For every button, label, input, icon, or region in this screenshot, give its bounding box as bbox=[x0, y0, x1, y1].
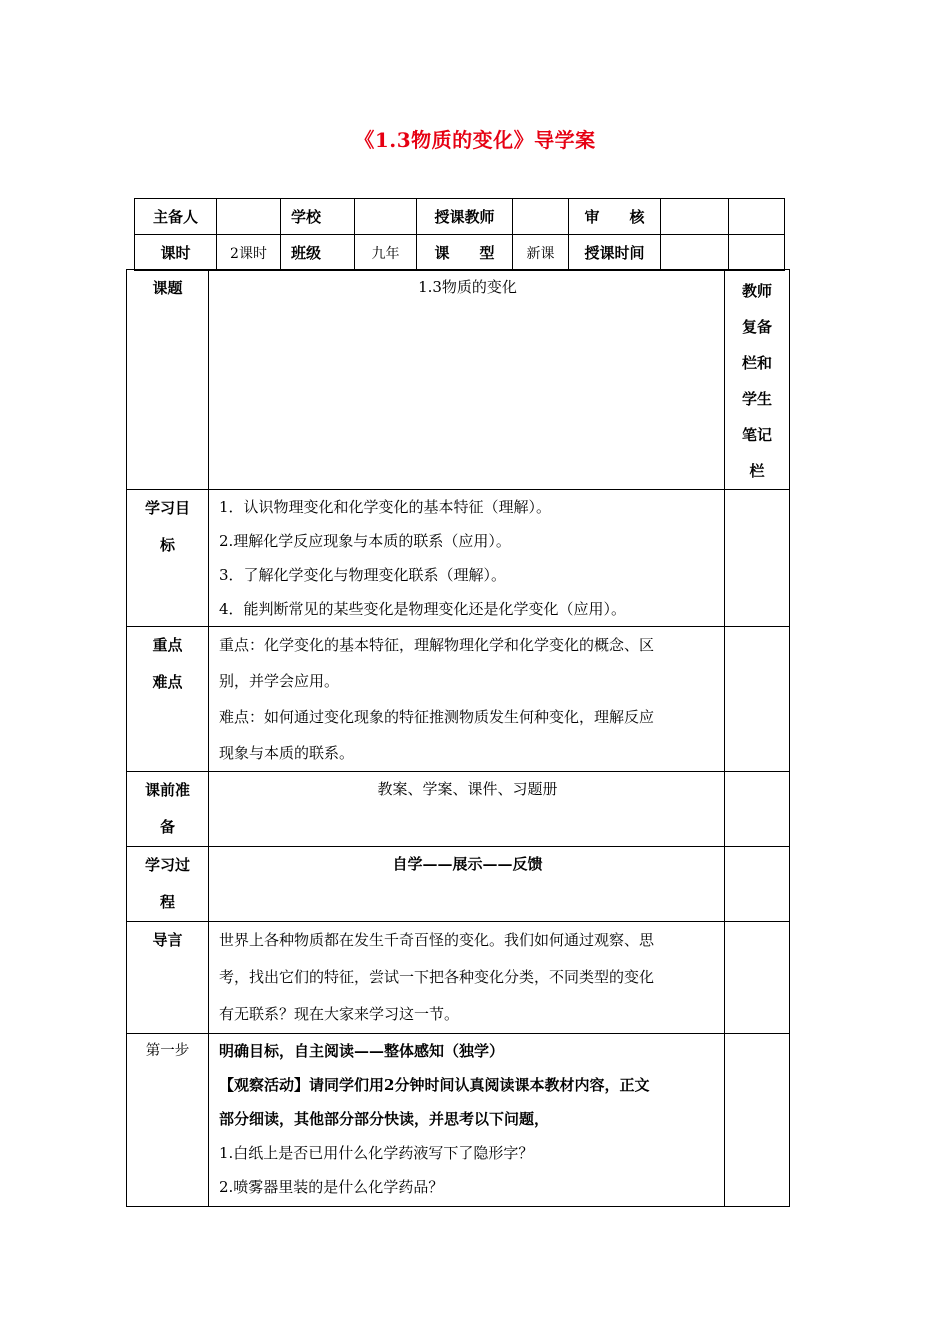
label-preparer: 主备人 bbox=[135, 199, 217, 235]
row-process bbox=[127, 847, 790, 922]
content-intro: 世界上各种物质都在发生千奇百怪的变化。我们如何通过观察、思 考，找出它们的特征，尝试一下把各种变化分类，不同类型的变化 有无联系？现在大家来学习这一节。 bbox=[209, 922, 725, 1034]
content-process: 自学——展示——反馈 bbox=[209, 847, 725, 922]
goal-item: 4．能判断常见的某些变化是物理变化还是化学变化（应用）。 bbox=[219, 600, 627, 618]
label-intro: 导言 bbox=[127, 922, 209, 1034]
label-topic: 课题 bbox=[127, 270, 209, 490]
side-notes-cell bbox=[725, 922, 790, 1034]
label-preparation: 课前准 备 bbox=[127, 772, 209, 847]
row-goals bbox=[127, 490, 790, 627]
value-teacher bbox=[513, 199, 569, 235]
step1-heading: 明确目标，自主阅读——整体感知（独学） bbox=[219, 1042, 505, 1060]
label-lesson-type: 课 型 bbox=[417, 235, 513, 271]
label-step1: 第一步 bbox=[127, 1034, 209, 1207]
label-goals: 学习目 标 bbox=[127, 490, 209, 627]
row-topic bbox=[127, 270, 790, 490]
question-item: 1.白纸上是否已用什么化学药液写下了隐形字？ bbox=[219, 1144, 534, 1162]
value-preparer bbox=[217, 199, 281, 235]
goal-item: 3．了解化学变化与物理变化联系（理解）。 bbox=[219, 566, 507, 584]
label-periods: 课时 bbox=[135, 235, 217, 271]
page-title: 《1.3物质的变化》导学案 bbox=[354, 128, 596, 152]
content-step1: 明确目标，自主阅读——整体感知（独学） 【观察活动】请同学们用2分钟时间认真阅读课本教材内容，正文 部分细读，其他部分部分快读，并思考以下问题， 1.白纸上是否已用什么化学药液写下了隐形字？ 2.喷雾器里装的是什么化学药品？ bbox=[209, 1034, 725, 1207]
label-review: 审 核 bbox=[569, 199, 661, 235]
side-notes-cell bbox=[725, 627, 790, 772]
side-notes-cell bbox=[725, 772, 790, 847]
question-item: 2.喷雾器里装的是什么化学药品？ bbox=[219, 1178, 444, 1196]
value-periods: 2课时 bbox=[217, 235, 281, 271]
content-preparation: 教案、学案、课件、习题册 bbox=[209, 772, 725, 847]
content-topic: 1.3物质的变化 bbox=[209, 270, 725, 490]
value-review bbox=[661, 199, 729, 235]
value-extra-1 bbox=[729, 199, 785, 235]
side-notes-cell bbox=[725, 490, 790, 627]
value-school bbox=[355, 199, 417, 235]
main-table bbox=[126, 269, 790, 1207]
value-lesson-time bbox=[661, 235, 729, 271]
label-key-points: 重点 难点 bbox=[127, 627, 209, 772]
goal-item: 1．认识物理变化和化学变化的基本特征（理解）。 bbox=[219, 498, 552, 516]
value-class: 九年 bbox=[355, 235, 417, 271]
value-extra-2 bbox=[729, 235, 785, 271]
label-teacher: 授课教师 bbox=[417, 199, 513, 235]
content-key-points: 重点：化学变化的基本特征，理解物理化学和化学变化的概念、区 别，并学会应用。 难点：如何通过变化现象的特征推测物质发生何种变化，理解反应 现象与本质的联系。 bbox=[209, 627, 725, 772]
row-step1 bbox=[127, 1034, 790, 1207]
label-school: 学校 bbox=[281, 199, 355, 235]
row-preparation bbox=[127, 772, 790, 847]
row-intro bbox=[127, 922, 790, 1034]
side-notes-cell bbox=[725, 847, 790, 922]
content-goals bbox=[209, 490, 725, 627]
side-notes-label: 教师 复备 栏和 学生 笔记 栏 bbox=[725, 270, 790, 490]
side-notes-cell bbox=[725, 1034, 790, 1207]
row-key-points bbox=[127, 627, 790, 772]
goal-item: 2.理解化学反应现象与本质的联系（应用）。 bbox=[219, 532, 511, 550]
header-table bbox=[134, 198, 785, 271]
label-lesson-time: 授课时间 bbox=[569, 235, 661, 271]
value-lesson-type: 新课 bbox=[513, 235, 569, 271]
label-class: 班级 bbox=[281, 235, 355, 271]
header-row-1 bbox=[135, 199, 785, 235]
header-row-2 bbox=[135, 235, 785, 271]
label-process: 学习过 程 bbox=[127, 847, 209, 922]
